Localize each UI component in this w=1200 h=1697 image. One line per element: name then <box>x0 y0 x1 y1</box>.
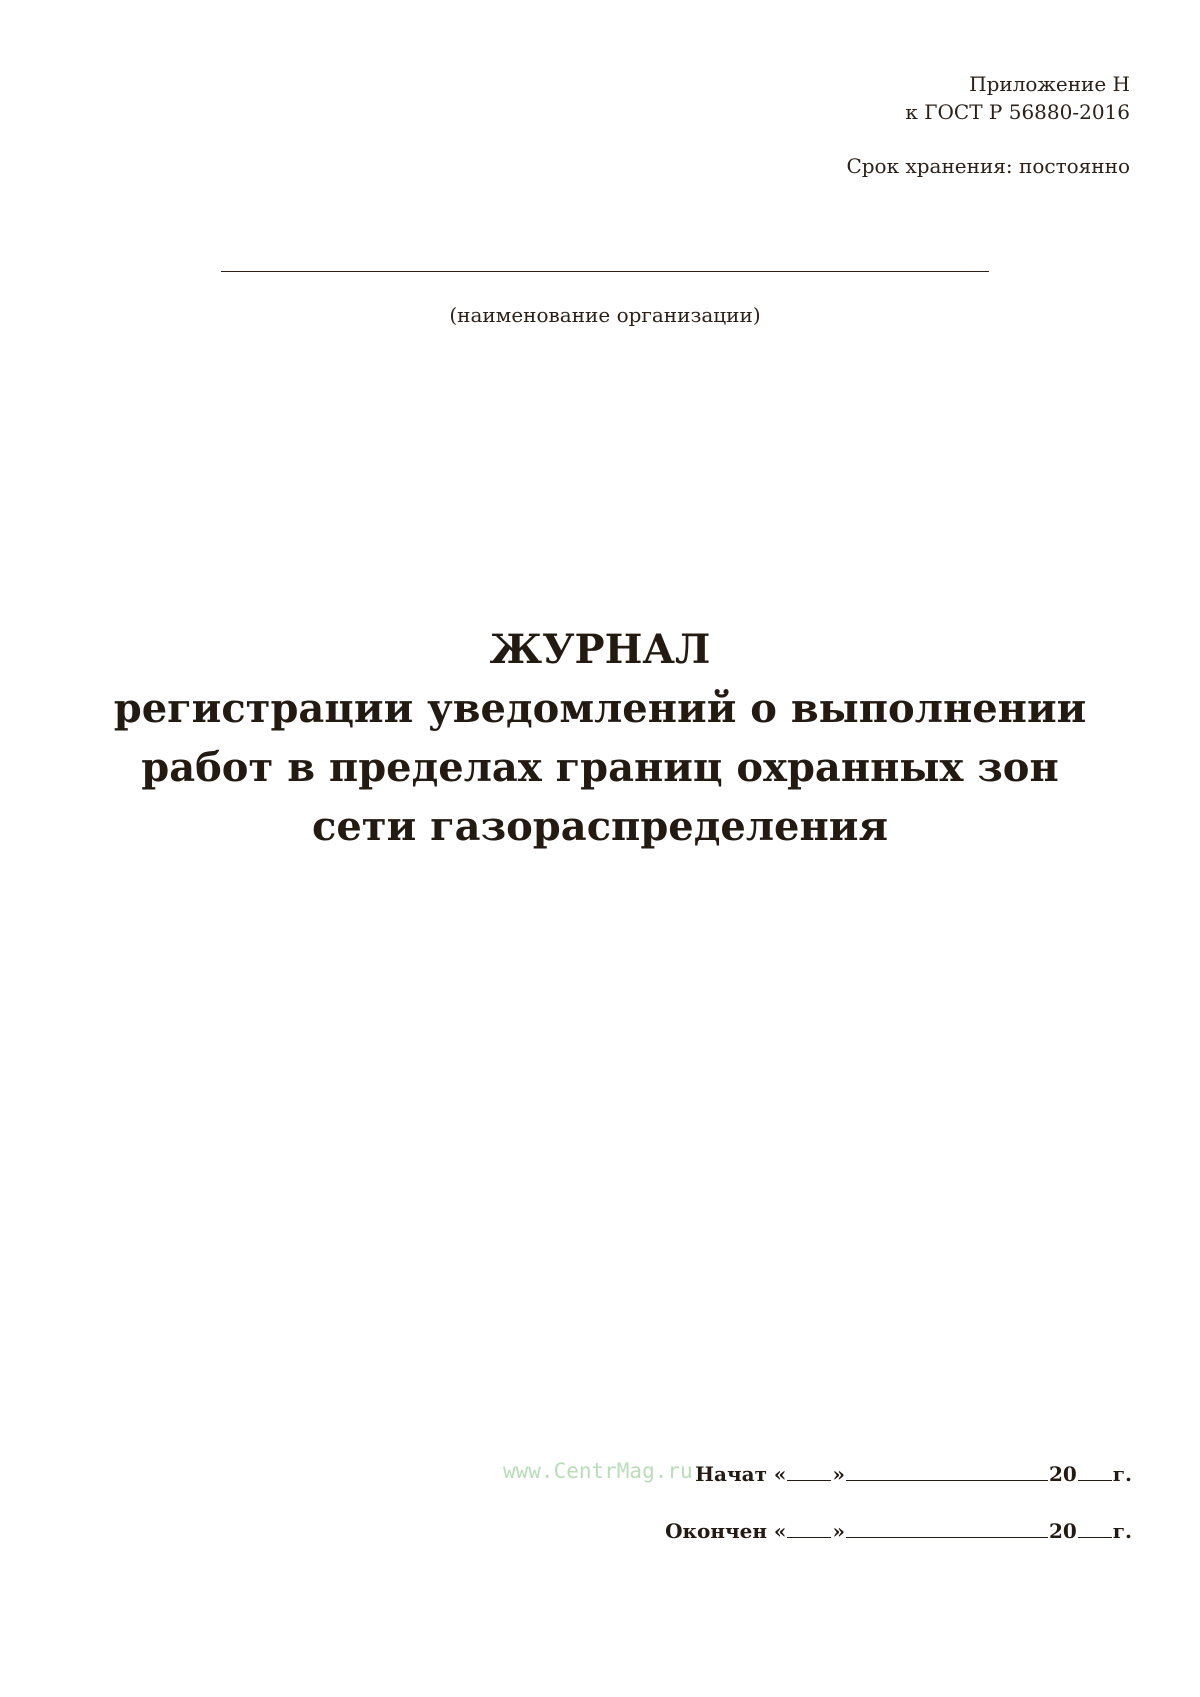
start-day-blank <box>787 1464 831 1481</box>
title-line-2: регистрации уведомлений о выполнении <box>113 685 1087 732</box>
standard-reference: к ГОСТ Р 56880-2016 <box>905 100 1130 124</box>
journal-title <box>0 620 1200 856</box>
start-month-blank <box>846 1464 1048 1481</box>
organization-name-line <box>221 271 989 272</box>
start-quote-close: » <box>832 1462 845 1486</box>
document-header <box>846 70 1130 180</box>
end-day-blank <box>787 1521 831 1538</box>
start-century: 20 <box>1048 1462 1077 1486</box>
watermark: www.CentrMag.ru <box>503 1459 693 1483</box>
appendix-label: Приложение Н <box>969 72 1130 96</box>
end-month-blank <box>846 1521 1048 1538</box>
storage-period: Срок хранения: постоянно <box>846 154 1130 178</box>
start-label: Начат « <box>695 1462 787 1486</box>
start-date-row <box>695 1462 1132 1486</box>
start-year-suffix: г. <box>1112 1462 1132 1486</box>
end-year-blank <box>1078 1521 1112 1538</box>
end-label: Окончен « <box>665 1519 787 1543</box>
end-date-row <box>665 1519 1132 1543</box>
organization-caption: (наименование организации) <box>449 303 761 327</box>
end-quote-close: » <box>832 1519 845 1543</box>
title-line-4: сети газораспределения <box>311 803 888 850</box>
start-year-blank <box>1078 1464 1112 1481</box>
title-line-1: ЖУРНАЛ <box>489 626 711 673</box>
end-century: 20 <box>1048 1519 1077 1543</box>
title-line-3: работ в пределах границ охранных зон <box>141 744 1059 791</box>
end-year-suffix: г. <box>1112 1519 1132 1543</box>
